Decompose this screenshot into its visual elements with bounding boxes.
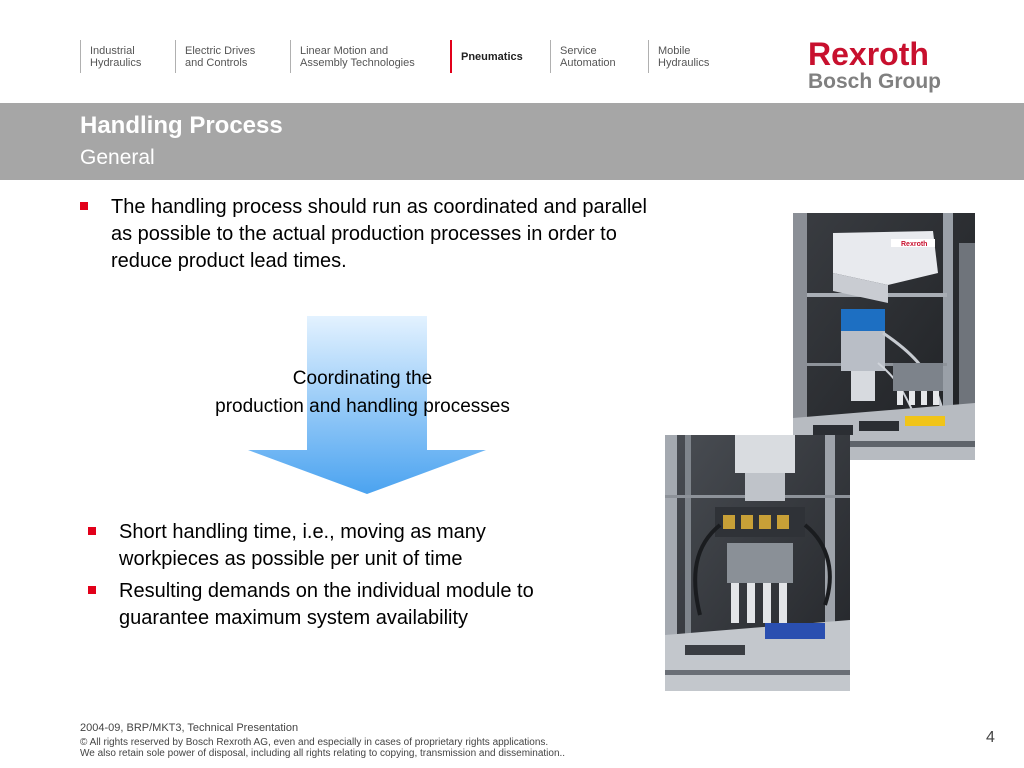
nav-item-label: Hydraulics (658, 57, 710, 69)
bullet-text: guarantee maximum system availability (119, 607, 469, 629)
gripper-station-image (665, 435, 850, 691)
bullet-marker (80, 202, 88, 210)
nav-item-service-automation[interactable] (550, 40, 616, 73)
footer-copyright-line: © All rights reserved by Bosch Rexroth AG, even and especially in cases of proprietary rights applications. (80, 737, 549, 748)
nav-item-label: Assembly Technologies (300, 57, 415, 69)
arrow-label-line: production and handling processes (215, 396, 510, 417)
logo-brand: Rexroth (808, 36, 929, 72)
slide-subtitle: General (80, 146, 155, 169)
photo-handling-robot (793, 213, 975, 460)
nav-item-label: Industrial (90, 45, 135, 57)
bullet-text: The handling process should run as coordinated and parallel (111, 196, 647, 218)
bullet-text: Resulting demands on the individual module to (119, 580, 534, 602)
footer-copyright-line: We also retain sole power of disposal, including all rights relating to copying, transmission and dissemination.. (80, 748, 566, 759)
nav-item-label: Automation (560, 57, 616, 69)
nav-item-label: Service (560, 45, 597, 57)
bullet-text: workpieces as possible per unit of time (119, 548, 463, 570)
bullet-text: reduce product lead times. (111, 250, 347, 272)
bullet-marker (88, 586, 96, 594)
nav-item-label: Pneumatics (461, 51, 523, 63)
nav-item-electric-drives[interactable] (175, 40, 255, 73)
logo-group: Bosch Group (808, 70, 942, 93)
nav-item-label: Electric Drives (185, 45, 256, 57)
bullet-marker (88, 527, 96, 535)
robot-brand-label: Rexroth (901, 241, 928, 248)
footer-copyright (80, 737, 565, 759)
bullet-lead-times (80, 194, 740, 275)
bullet-text: Short handling time, i.e., moving as many (119, 521, 486, 543)
arrow-label (150, 365, 575, 421)
nav-item-mobile-hydraulics[interactable] (648, 40, 709, 73)
nav-item-industrial-hydraulics[interactable] (80, 40, 141, 73)
rexroth-logo (808, 38, 941, 93)
nav-item-linear-motion[interactable] (290, 40, 415, 73)
nav-item-label: and Controls (185, 57, 248, 69)
nav-item-label: Linear Motion and (300, 45, 389, 57)
page-number: 4 (986, 729, 995, 746)
nav-item-pneumatics[interactable] (450, 40, 523, 73)
slide-title: Handling Process (80, 112, 283, 139)
nav-item-label: Mobile (658, 45, 691, 57)
bullet-handling-time (88, 519, 648, 573)
arrow-label-line: Coordinating the (292, 368, 433, 389)
footer-document-info: 2004-09, BRP/MKT3, Technical Presentation (80, 722, 299, 734)
bullet-text: as possible to the actual production processes in order to (111, 223, 617, 245)
nav-item-label: Hydraulics (90, 57, 142, 69)
bullet-system-availability (88, 578, 648, 632)
photo-gripper-station (665, 435, 850, 691)
handling-robot-image (793, 213, 975, 460)
